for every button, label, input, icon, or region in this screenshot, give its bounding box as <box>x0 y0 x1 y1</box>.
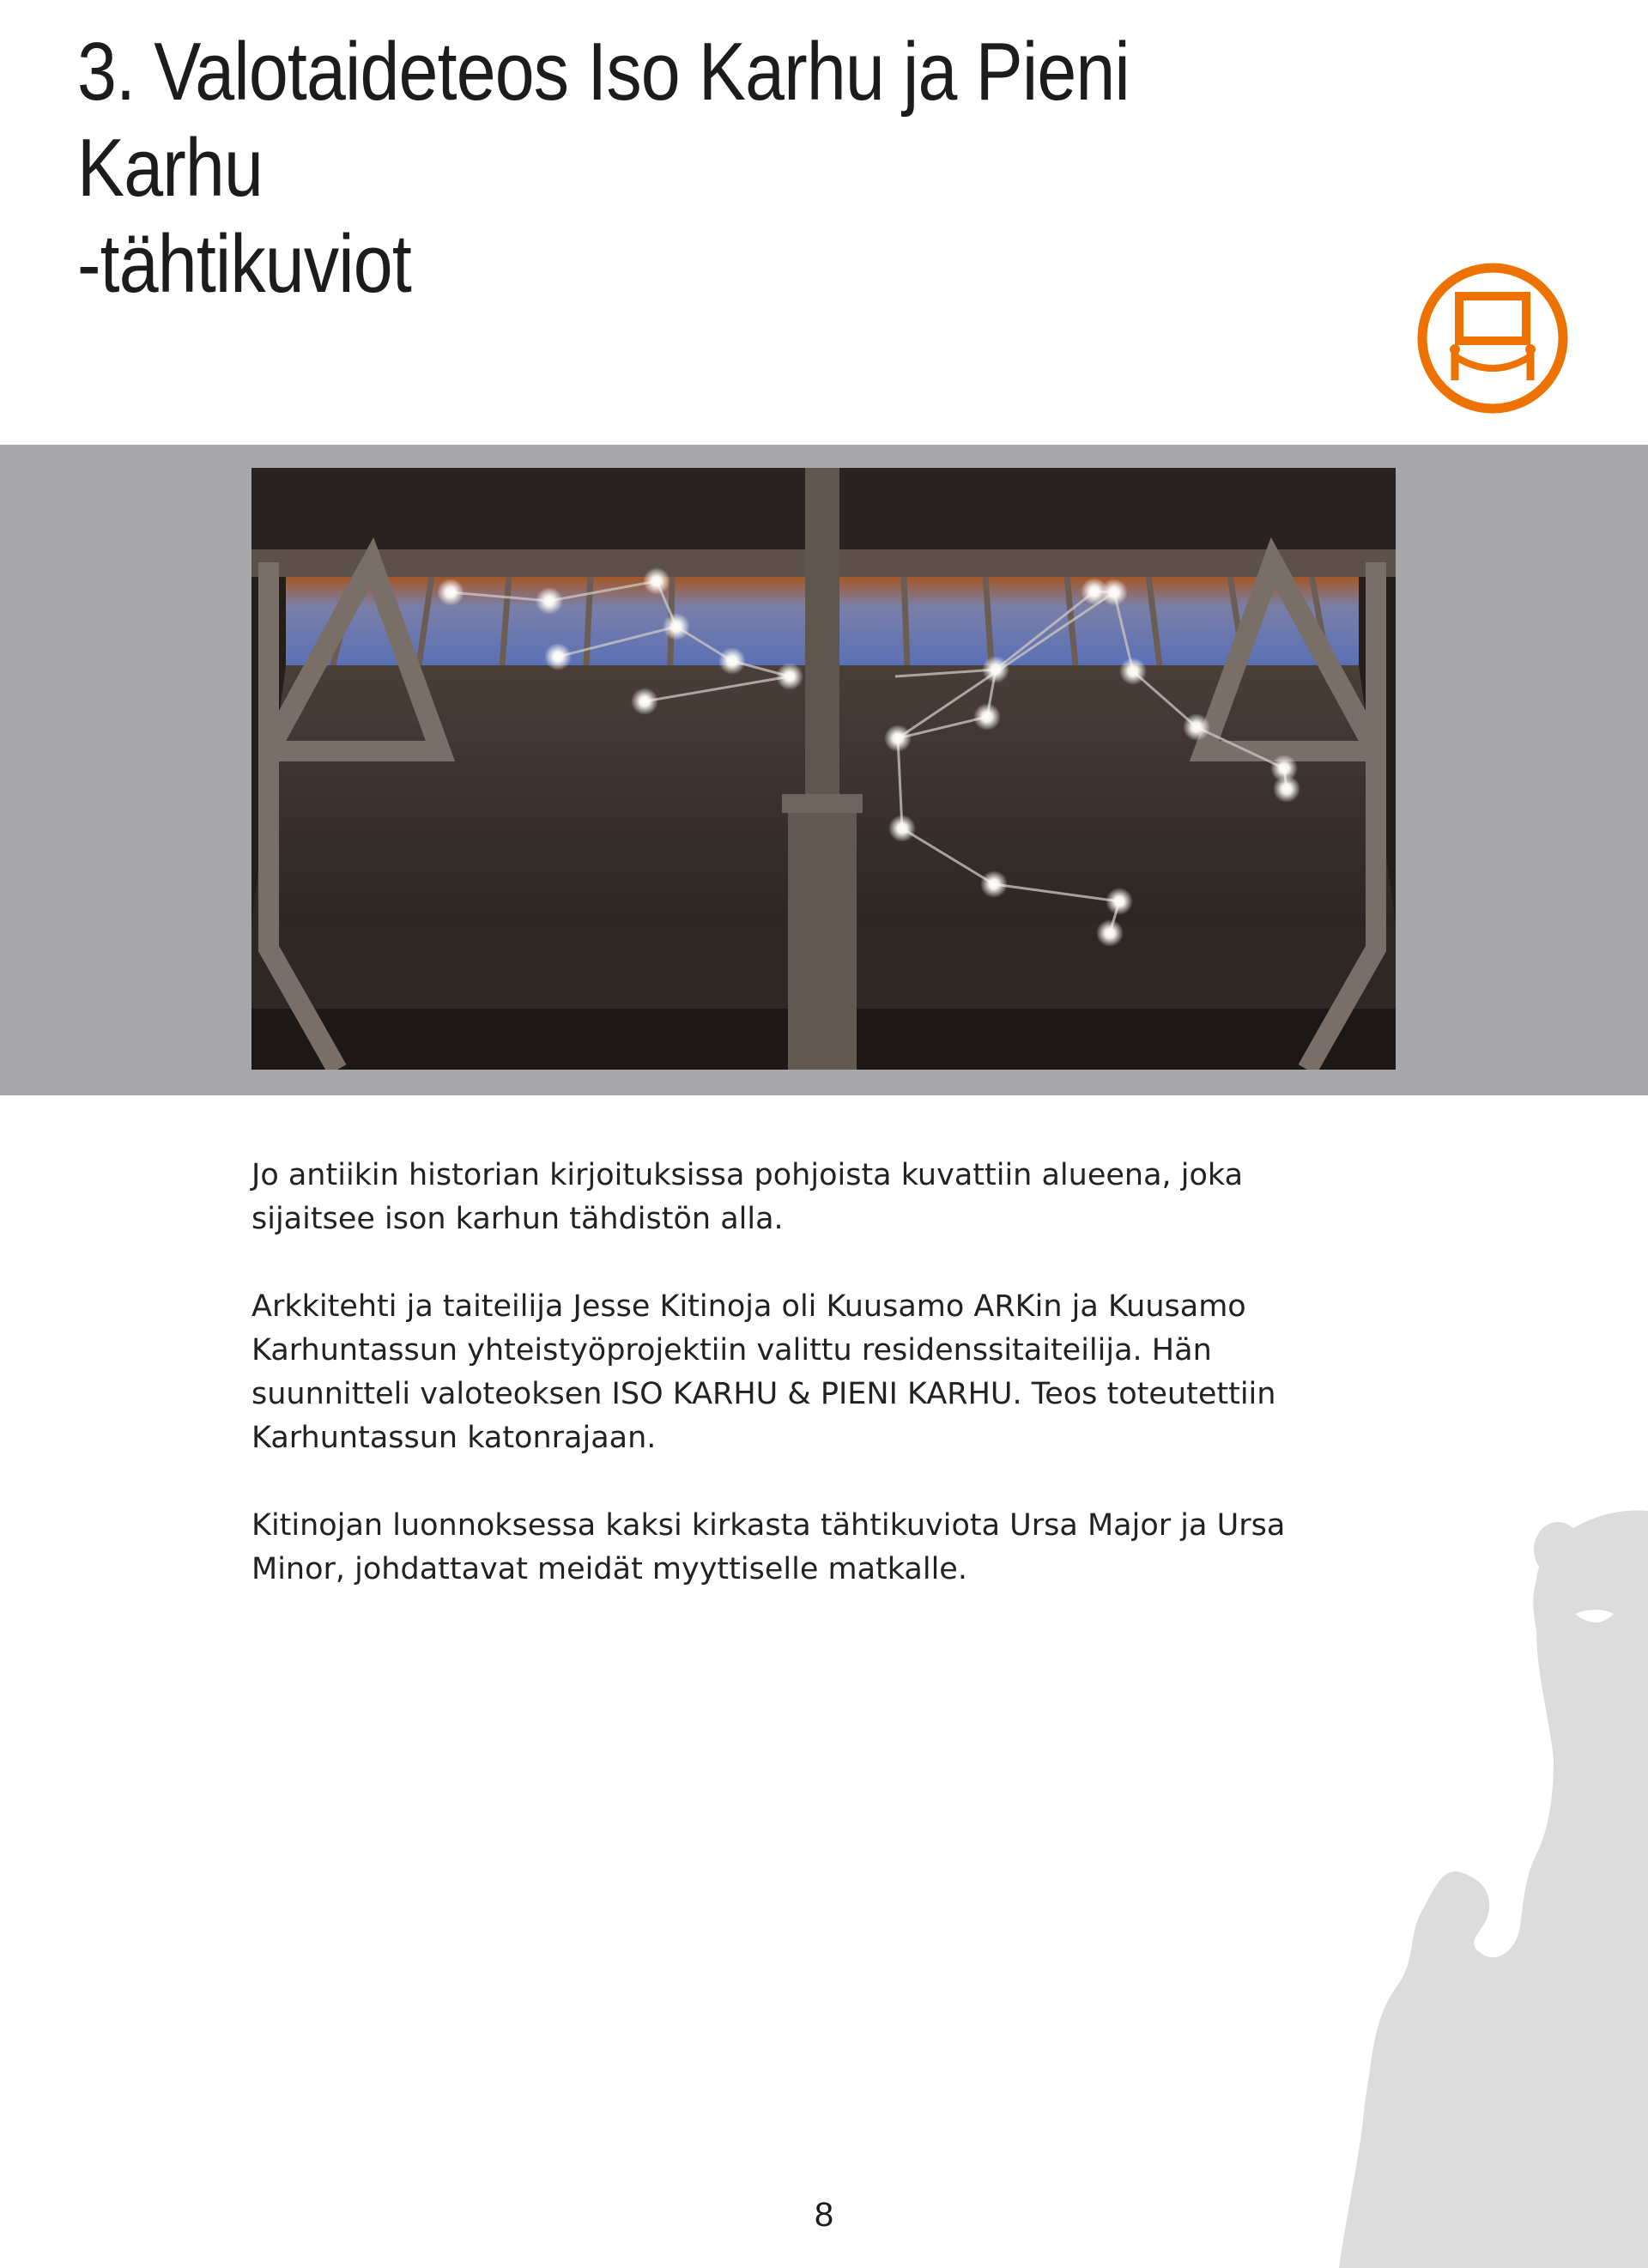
paragraph-3: Kitinojan luonnoksessa kaksi kirkasta tähtikuviota Ursa Major ja Ursa Minor, johdattavat meidät myyttiselle matkalle. <box>251 1508 1286 1586</box>
ceiling-light-artwork-photo <box>251 468 1396 1070</box>
title-line-1: 3. Valotaideteos Iso Karhu ja Pieni Karhu <box>77 26 1130 214</box>
paragraph-1: Jo antiikin historian kirjoituksissa pohjoista kuvattiin alueena, joka sijaitsee ison karhun tähdistön alla. <box>251 1158 1244 1236</box>
body-text <box>251 1154 1376 1635</box>
paragraph-2: Arkkitehti ja taiteilija Jesse Kitinoja oli Kuusamo ARKin ja Kuusamo Karhuntassun yhteistyöprojektiin valittu residenssitaiteilija. Hän suunnitteli valoteoksen ISO KARHU & PIENI KARHU. Teos toteutettiin Karhuntassun katonrajaan. <box>251 1289 1276 1455</box>
page-number: 8 <box>814 2196 834 2234</box>
title-line-2: -tähtikuviot <box>77 218 411 310</box>
exhibit-rope-barrier-icon <box>1416 262 1569 415</box>
page-title <box>77 24 1258 312</box>
bear-silhouette-icon <box>1339 1502 1648 2268</box>
